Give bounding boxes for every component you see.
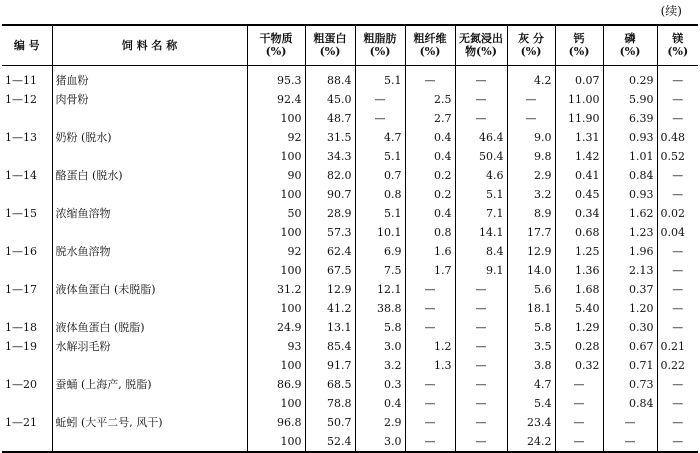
table-row — [2, 204, 698, 223]
cell-p: 0.67 — [603, 337, 657, 356]
cell-p: 5.90 — [603, 90, 657, 109]
cell-ca: 0.28 — [555, 337, 603, 356]
cell-name: 脱水鱼溶物 — [52, 242, 247, 261]
cell-ee: 4.7 — [355, 128, 405, 147]
cell-dm: 92 — [247, 242, 305, 261]
header-nfe — [455, 25, 507, 65]
cell-name: 浓缩鱼溶物 — [52, 204, 247, 223]
cell-ash: 3.5 — [507, 337, 555, 356]
table-row — [2, 394, 698, 413]
cell-mg: — — [657, 318, 698, 337]
cell-ee: — — [355, 90, 405, 109]
cell-ca: 11.00 — [555, 90, 603, 109]
cell-ca: 11.90 — [555, 109, 603, 128]
cell-ash: 2.9 — [507, 166, 555, 185]
cell-code: 1—21 — [5, 415, 37, 429]
cell-nfe: — — [455, 432, 507, 452]
cell-dm: 100 — [247, 109, 305, 128]
cell-ee: 12.1 — [355, 280, 405, 299]
cell-cp: 88.4 — [305, 65, 355, 90]
table-row — [2, 128, 698, 147]
cell-name — [52, 109, 247, 128]
cell-mg: — — [657, 109, 698, 128]
cell-name — [52, 147, 247, 166]
cell-p: 0.30 — [603, 318, 657, 337]
cell-nfe: — — [455, 109, 507, 128]
cell-ash: 5.8 — [507, 318, 555, 337]
cell-ca: 1.31 — [555, 128, 603, 147]
header-label: 镁 — [672, 32, 684, 46]
cell-dm: 90 — [247, 166, 305, 185]
cell-code — [2, 223, 52, 242]
cell-code — [2, 109, 52, 128]
table-row — [2, 223, 698, 242]
cell-cf: 2.7 — [405, 109, 455, 128]
cell-ash: 18.1 — [507, 299, 555, 318]
cell-dm: 100 — [247, 261, 305, 280]
header-label: 灰 分 — [518, 32, 544, 46]
cell-nfe: 14.1 — [455, 223, 507, 242]
cell-cp: 82.0 — [305, 166, 355, 185]
cell-p: 6.39 — [603, 109, 657, 128]
cell-cp: 57.3 — [305, 223, 355, 242]
cell-code — [2, 394, 52, 413]
cell-code: 1—17 — [5, 282, 37, 296]
cell-dm: 92.4 — [247, 90, 305, 109]
header-label: 粗蛋白 — [313, 32, 347, 46]
cell-ee: 3.0 — [355, 337, 405, 356]
cell-mg: — — [657, 65, 698, 90]
cell-cf: — — [405, 413, 455, 432]
cell-cp: 13.1 — [305, 318, 355, 337]
cell-dm: 24.9 — [247, 318, 305, 337]
table-row — [2, 318, 698, 337]
cell-p: — — [603, 413, 657, 432]
cell-code — [2, 432, 52, 452]
cell-p: 1.62 — [603, 204, 657, 223]
continued-label: (续) — [660, 4, 682, 18]
cell-name — [52, 432, 247, 452]
cell-ash: 9.0 — [507, 128, 555, 147]
header-unit: (%) — [520, 45, 542, 59]
cell-cf: — — [405, 318, 455, 337]
cell-cp: 31.5 — [305, 128, 355, 147]
cell-name — [52, 261, 247, 280]
cell-mg: — — [657, 413, 698, 432]
cell-ee: 7.5 — [355, 261, 405, 280]
cell-cf: 0.2 — [405, 185, 455, 204]
header-unit: (%) — [369, 45, 391, 59]
cell-mg: — — [657, 375, 698, 394]
cell-ca: 1.68 — [555, 280, 603, 299]
cell-p: 1.20 — [603, 299, 657, 318]
cell-cf: 0.2 — [405, 166, 455, 185]
cell-nfe: 8.4 — [455, 242, 507, 261]
cell-cp: 67.5 — [305, 261, 355, 280]
cell-name: 酪蛋白 (脱水) — [52, 166, 247, 185]
table-row — [2, 337, 698, 356]
cell-name: 奶粉 (脱水) — [52, 128, 247, 147]
cell-cf: — — [405, 65, 455, 90]
cell-ca: 0.68 — [555, 223, 603, 242]
cell-cf: — — [405, 299, 455, 318]
header-label: 干物质 — [259, 32, 293, 46]
header-cp — [305, 25, 355, 65]
cell-nfe: — — [455, 413, 507, 432]
cell-name — [52, 185, 247, 204]
feed-composition-table — [2, 24, 698, 453]
header-dm — [247, 25, 305, 65]
cell-mg: — — [657, 394, 698, 413]
cell-nfe: — — [455, 65, 507, 90]
cell-cf: — — [405, 432, 455, 452]
cell-code — [2, 299, 52, 318]
header-name — [52, 25, 247, 65]
cell-cp: 28.9 — [305, 204, 355, 223]
cell-p: 0.84 — [603, 166, 657, 185]
header-ca — [555, 25, 603, 65]
cell-nfe: 50.4 — [455, 147, 507, 166]
table-row — [2, 147, 698, 166]
cell-cp: 50.7 — [305, 413, 355, 432]
cell-cp: 12.9 — [305, 280, 355, 299]
header-ee — [355, 25, 405, 65]
cell-mg: — — [657, 261, 698, 280]
header-cf — [405, 25, 455, 65]
cell-ca: 1.29 — [555, 318, 603, 337]
cell-ca: — — [555, 375, 603, 394]
header-unit: (%) — [265, 45, 287, 59]
header-label: 粗纤维 — [413, 32, 447, 46]
header-ash — [507, 25, 555, 65]
cell-ca: 1.25 — [555, 242, 603, 261]
cell-dm: 86.9 — [247, 375, 305, 394]
cell-name: 水解羽毛粉 — [52, 337, 247, 356]
table-row — [2, 185, 698, 204]
table-row — [2, 280, 698, 299]
cell-cf: — — [405, 394, 455, 413]
cell-cp: 34.3 — [305, 147, 355, 166]
cell-ca: 0.07 — [555, 65, 603, 90]
cell-ash: — — [507, 109, 555, 128]
cell-ee: 5.1 — [355, 204, 405, 223]
header-label: 钙 — [573, 32, 585, 46]
cell-mg: 0.52 — [657, 147, 698, 166]
cell-ca: — — [555, 394, 603, 413]
cell-dm: 100 — [247, 356, 305, 375]
cell-name: 液体鱼蛋白 (未脱脂) — [52, 280, 247, 299]
cell-mg: — — [657, 242, 698, 261]
cell-ee: 0.7 — [355, 166, 405, 185]
cell-ee: 5.1 — [355, 65, 405, 90]
cell-code: 1—15 — [5, 206, 37, 220]
cell-p: 1.96 — [603, 242, 657, 261]
cell-p: 0.37 — [603, 280, 657, 299]
cell-nfe: — — [455, 356, 507, 375]
table-row — [2, 375, 698, 394]
cell-code — [2, 356, 52, 375]
header-p — [603, 25, 657, 65]
cell-ash: 5.6 — [507, 280, 555, 299]
header-unit: (%) — [568, 45, 590, 59]
cell-name: 蚯蚓 (大平二号, 风干) — [52, 413, 247, 432]
cell-mg: — — [657, 166, 698, 185]
cell-dm: 50 — [247, 204, 305, 223]
cell-nfe: — — [455, 394, 507, 413]
cell-cp: 41.2 — [305, 299, 355, 318]
cell-ash: 24.2 — [507, 432, 555, 452]
header-label: 磷 — [624, 32, 636, 46]
cell-nfe: 4.6 — [455, 166, 507, 185]
cell-cf: 0.4 — [405, 147, 455, 166]
cell-mg: 0.21 — [657, 337, 698, 356]
cell-ee: 3.0 — [355, 432, 405, 452]
cell-code: 1—11 — [5, 73, 37, 87]
table-row — [2, 65, 698, 90]
cell-code — [2, 185, 52, 204]
cell-dm: 100 — [247, 432, 305, 452]
cell-ee: 0.8 — [355, 185, 405, 204]
header-label: 编 号 — [13, 38, 40, 52]
cell-code: 1—16 — [5, 244, 37, 258]
cell-ash: 14.0 — [507, 261, 555, 280]
cell-nfe: 5.1 — [455, 185, 507, 204]
cell-p: 0.29 — [603, 65, 657, 90]
cell-ee: 5.1 — [355, 147, 405, 166]
cell-ash: 9.8 — [507, 147, 555, 166]
cell-ee: 38.8 — [355, 299, 405, 318]
cell-cp: 90.7 — [305, 185, 355, 204]
cell-p: 1.23 — [603, 223, 657, 242]
cell-nfe: — — [455, 280, 507, 299]
cell-code: 1—14 — [5, 168, 37, 182]
cell-cf: 0.4 — [405, 204, 455, 223]
cell-ca: 0.32 — [555, 356, 603, 375]
cell-p: 0.84 — [603, 394, 657, 413]
cell-ee: 0.3 — [355, 375, 405, 394]
cell-ash: 5.4 — [507, 394, 555, 413]
cell-ca: — — [555, 413, 603, 432]
cell-code: 1—20 — [5, 377, 37, 391]
cell-ash: 8.9 — [507, 204, 555, 223]
cell-name: 液体鱼蛋白 (脱脂) — [52, 318, 247, 337]
cell-ca: 0.45 — [555, 185, 603, 204]
cell-cf: 1.2 — [405, 337, 455, 356]
cell-nfe: — — [455, 337, 507, 356]
cell-cf: 2.5 — [405, 90, 455, 109]
header-label: 无氮浸出 — [459, 32, 503, 46]
cell-p: 0.73 — [603, 375, 657, 394]
cell-nfe: 46.4 — [455, 128, 507, 147]
cell-dm: 100 — [247, 223, 305, 242]
cell-ca: — — [555, 432, 603, 452]
cell-nfe: 9.1 — [455, 261, 507, 280]
cell-mg: — — [657, 299, 698, 318]
cell-cp: 48.7 — [305, 109, 355, 128]
cell-cp: 91.7 — [305, 356, 355, 375]
cell-ash: — — [507, 90, 555, 109]
cell-cf: — — [405, 375, 455, 394]
cell-mg: 0.22 — [657, 356, 698, 375]
header-label: 粗脂肪 — [363, 32, 397, 46]
cell-mg: 0.48 — [657, 128, 698, 147]
cell-p: — — [603, 432, 657, 452]
cell-name: 肉骨粉 — [52, 90, 247, 109]
cell-ca: 1.36 — [555, 261, 603, 280]
cell-code: 1—18 — [5, 320, 37, 334]
cell-ash: 3.2 — [507, 185, 555, 204]
cell-cf: 1.6 — [405, 242, 455, 261]
cell-code — [2, 147, 52, 166]
cell-mg: — — [657, 280, 698, 299]
cell-name — [52, 299, 247, 318]
cell-cp: 78.8 — [305, 394, 355, 413]
cell-code: 1—19 — [5, 339, 37, 353]
cell-cp: 45.0 — [305, 90, 355, 109]
cell-p: 0.93 — [603, 185, 657, 204]
cell-ca: 0.34 — [555, 204, 603, 223]
cell-nfe: — — [455, 318, 507, 337]
cell-ee: 0.4 — [355, 394, 405, 413]
cell-mg: — — [657, 90, 698, 109]
table-row — [2, 299, 698, 318]
cell-nfe: — — [455, 375, 507, 394]
cell-mg: 0.04 — [657, 223, 698, 242]
cell-p: 2.13 — [603, 261, 657, 280]
cell-nfe: — — [455, 299, 507, 318]
table-row — [2, 261, 698, 280]
cell-ee: 6.9 — [355, 242, 405, 261]
cell-dm: 92 — [247, 128, 305, 147]
cell-ee: 5.8 — [355, 318, 405, 337]
cell-cp: 68.5 — [305, 375, 355, 394]
cell-name — [52, 394, 247, 413]
table-row — [2, 242, 698, 261]
header-code — [2, 25, 52, 65]
cell-ee: 10.1 — [355, 223, 405, 242]
cell-ash: 12.9 — [507, 242, 555, 261]
table-row — [2, 109, 698, 128]
cell-p: 0.93 — [603, 128, 657, 147]
cell-mg: — — [657, 432, 698, 452]
cell-dm: 100 — [247, 147, 305, 166]
cell-cf: — — [405, 280, 455, 299]
table-row — [2, 90, 698, 109]
cell-p: 0.71 — [603, 356, 657, 375]
cell-ash: 3.8 — [507, 356, 555, 375]
table-row — [2, 166, 698, 185]
cell-cf: 0.4 — [405, 128, 455, 147]
cell-name — [52, 356, 247, 375]
cell-dm: 100 — [247, 394, 305, 413]
cell-cp: 52.4 — [305, 432, 355, 452]
cell-code: 1—13 — [5, 130, 37, 144]
cell-nfe: — — [455, 90, 507, 109]
cell-ash: 17.7 — [507, 223, 555, 242]
cell-ash: 23.4 — [507, 413, 555, 432]
cell-ca: 5.40 — [555, 299, 603, 318]
header-unit: (%) — [319, 45, 341, 59]
cell-ash: 4.7 — [507, 375, 555, 394]
cell-dm: 96.8 — [247, 413, 305, 432]
cell-cf: 1.3 — [405, 356, 455, 375]
header-unit: (%) — [419, 45, 441, 59]
table-row — [2, 413, 698, 432]
cell-dm: 93 — [247, 337, 305, 356]
table-body — [2, 65, 698, 452]
cell-name: 猪血粉 — [52, 65, 247, 90]
cell-ee: — — [355, 109, 405, 128]
cell-cf: 0.8 — [405, 223, 455, 242]
header-unit: (%) — [619, 45, 641, 59]
cell-cp: 85.4 — [305, 337, 355, 356]
cell-ee: 2.9 — [355, 413, 405, 432]
cell-ee: 3.2 — [355, 356, 405, 375]
cell-p: 1.01 — [603, 147, 657, 166]
cell-code: 1—12 — [5, 92, 37, 106]
cell-code — [2, 261, 52, 280]
header-unit: 物(%) — [465, 45, 497, 59]
cell-ash: 4.2 — [507, 65, 555, 90]
cell-dm: 31.2 — [247, 280, 305, 299]
cell-dm: 95.3 — [247, 65, 305, 90]
header-mg — [657, 25, 698, 65]
cell-name — [52, 223, 247, 242]
table-row — [2, 356, 698, 375]
cell-name: 蚕蛹 (上海产, 脱脂) — [52, 375, 247, 394]
cell-cp: 62.4 — [305, 242, 355, 261]
cell-dm: 100 — [247, 299, 305, 318]
header-label: 饲 料 名 称 — [121, 38, 178, 52]
header-unit: (%) — [667, 45, 689, 59]
cell-cf: 1.7 — [405, 261, 455, 280]
cell-dm: 100 — [247, 185, 305, 204]
cell-mg: 0.02 — [657, 204, 698, 223]
cell-mg: — — [657, 185, 698, 204]
cell-ca: 0.41 — [555, 166, 603, 185]
header-row — [2, 25, 698, 65]
table-row — [2, 432, 698, 452]
cell-ca: 1.42 — [555, 147, 603, 166]
cell-nfe: 7.1 — [455, 204, 507, 223]
